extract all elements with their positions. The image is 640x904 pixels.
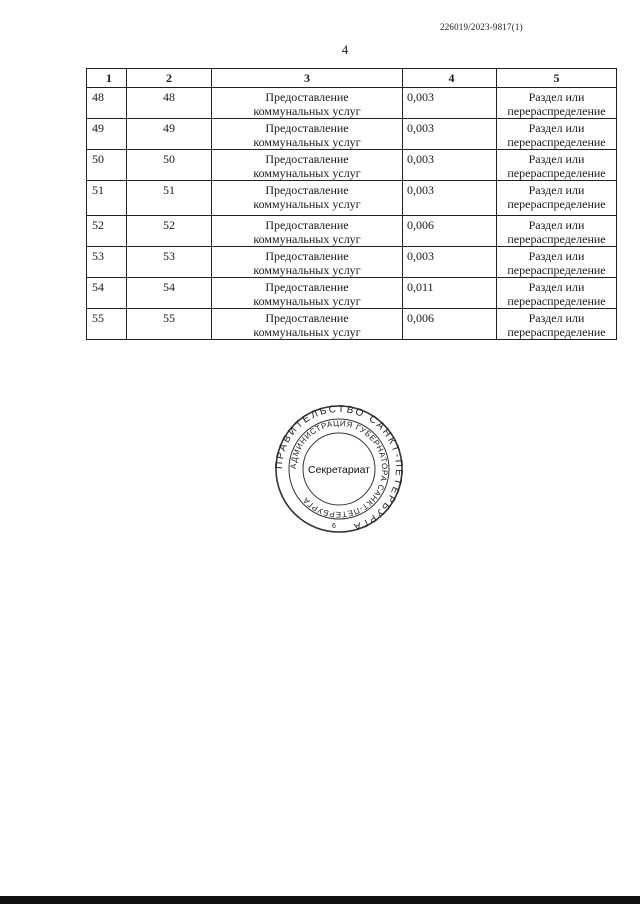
cell-text: перераспределение — [507, 232, 606, 246]
cell-item-number — [127, 216, 212, 247]
cell-text: коммунальных услуг — [253, 232, 361, 246]
cell-text: Раздел или — [528, 121, 585, 135]
cell-purpose — [212, 119, 403, 150]
stamp-mark: 6 — [332, 523, 336, 530]
cell-item-number — [127, 309, 212, 340]
cell-text: 48 — [92, 90, 104, 104]
cell-purpose — [212, 216, 403, 247]
cell-text: Предоставление — [265, 311, 349, 325]
cell-item-number — [127, 278, 212, 309]
cell-text: коммунальных услуг — [253, 294, 361, 308]
cell-text: перераспределение — [507, 135, 606, 149]
stamp-inner-text: АДМИНИСТРАЦИЯ ГУБЕРНАТОРА САНКТ-ПЕТЕРБУРГА — [288, 418, 390, 520]
cell-purpose — [212, 247, 403, 278]
cell-row-number — [87, 309, 127, 340]
cell-text: 55 — [92, 311, 104, 325]
cell-text: коммунальных услуг — [253, 325, 361, 339]
cell-item-number — [127, 181, 212, 216]
table-row — [87, 181, 617, 216]
cell-action — [497, 181, 617, 216]
cell-row-number — [87, 150, 127, 181]
cell-action — [497, 309, 617, 340]
table-row — [87, 309, 617, 340]
stamp-center-text: Секретариат — [307, 464, 371, 476]
cell-item-number — [127, 150, 212, 181]
cell-text: 51 — [163, 183, 175, 197]
cell-area — [403, 247, 497, 278]
cell-text: 53 — [92, 249, 104, 263]
header-col-2: 2 — [127, 69, 212, 88]
cell-action — [497, 247, 617, 278]
cell-purpose — [212, 309, 403, 340]
cell-action — [497, 216, 617, 247]
cell-text: Раздел или — [528, 90, 585, 104]
cell-text: 0,011 — [407, 280, 434, 294]
cell-text: Раздел или — [528, 183, 585, 197]
cell-item-number — [127, 88, 212, 119]
cell-text: Раздел или — [528, 280, 585, 294]
cell-text: Предоставление — [265, 121, 349, 135]
header-col-5: 5 — [497, 69, 617, 88]
cell-item-number — [127, 247, 212, 278]
cell-text: 51 — [92, 183, 104, 197]
cell-text: 48 — [163, 90, 175, 104]
cell-text: коммунальных услуг — [253, 135, 361, 149]
data-table — [86, 68, 617, 340]
cell-text: 52 — [92, 218, 104, 232]
header-col-4: 4 — [403, 69, 497, 88]
cell-item-number — [127, 119, 212, 150]
cell-text: Раздел или — [528, 311, 585, 325]
header-col-3: 3 — [212, 69, 403, 88]
cell-text: 49 — [92, 121, 104, 135]
cell-text: перераспределение — [507, 104, 606, 118]
cell-purpose — [212, 150, 403, 181]
cell-text: перераспределение — [507, 263, 606, 277]
cell-area — [403, 181, 497, 216]
cell-text: Предоставление — [265, 152, 349, 166]
cell-purpose — [212, 181, 403, 216]
table-row — [87, 119, 617, 150]
cell-action — [497, 88, 617, 119]
cell-text: 52 — [163, 218, 175, 232]
cell-row-number — [87, 278, 127, 309]
cell-row-number — [87, 119, 127, 150]
cell-text: коммунальных услуг — [253, 104, 361, 118]
cell-text: Раздел или — [528, 218, 585, 232]
stamp-outer-text: ПРАВИТЕЛЬСТВО САНКТ-ПЕТЕРБУРГА — [274, 404, 404, 533]
page-number: 4 — [341, 42, 349, 57]
cell-text: коммунальных услуг — [253, 197, 361, 211]
table-row — [87, 88, 617, 119]
cell-area — [403, 216, 497, 247]
table-row — [87, 150, 617, 181]
header-col-1: 1 — [87, 69, 127, 88]
cell-text: 0,003 — [407, 183, 434, 197]
cell-text: Предоставление — [265, 90, 349, 104]
cell-text: Предоставление — [265, 280, 349, 294]
cell-area — [403, 309, 497, 340]
cell-text: перераспределение — [507, 166, 606, 180]
cell-text: 0,003 — [407, 90, 434, 104]
cell-text: Предоставление — [265, 218, 349, 232]
cell-action — [497, 119, 617, 150]
cell-text: коммунальных услуг — [253, 263, 361, 277]
cell-text: 54 — [163, 280, 175, 294]
cell-text: 50 — [92, 152, 104, 166]
cell-area — [403, 150, 497, 181]
document-registration-number: 226019/2023-9817(1) — [440, 22, 523, 32]
cell-text: перераспределение — [507, 325, 606, 339]
table-header-row — [87, 69, 617, 88]
cell-area — [403, 119, 497, 150]
cell-area — [403, 88, 497, 119]
cell-text: 49 — [163, 121, 175, 135]
cell-text: 0,003 — [407, 152, 434, 166]
cell-text: Предоставление — [265, 249, 349, 263]
cell-text: коммунальных услуг — [253, 166, 361, 180]
cell-row-number — [87, 181, 127, 216]
table-row — [87, 216, 617, 247]
cell-text: 50 — [163, 152, 175, 166]
cell-purpose — [212, 278, 403, 309]
cell-action — [497, 278, 617, 309]
cell-action — [497, 150, 617, 181]
cell-row-number — [87, 88, 127, 119]
cell-text: Раздел или — [528, 152, 585, 166]
cell-text: 0,006 — [407, 311, 434, 325]
cell-text: 53 — [163, 249, 175, 263]
cell-text: 0,003 — [407, 249, 434, 263]
table-row — [87, 247, 617, 278]
cell-row-number — [87, 247, 127, 278]
cell-area — [403, 278, 497, 309]
secretariat-stamp — [274, 404, 404, 534]
cell-row-number — [87, 216, 127, 247]
cell-text: перераспределение — [507, 294, 606, 308]
cell-text: Раздел или — [528, 249, 585, 263]
scan-edge-bar — [0, 896, 640, 904]
cell-text: 0,003 — [407, 121, 434, 135]
cell-text: 54 — [92, 280, 104, 294]
cell-text: 0,006 — [407, 218, 434, 232]
cell-purpose — [212, 88, 403, 119]
cell-text: 55 — [163, 311, 175, 325]
cell-text: Предоставление — [265, 183, 349, 197]
table-row — [87, 278, 617, 309]
cell-text: перераспределение — [507, 197, 606, 211]
